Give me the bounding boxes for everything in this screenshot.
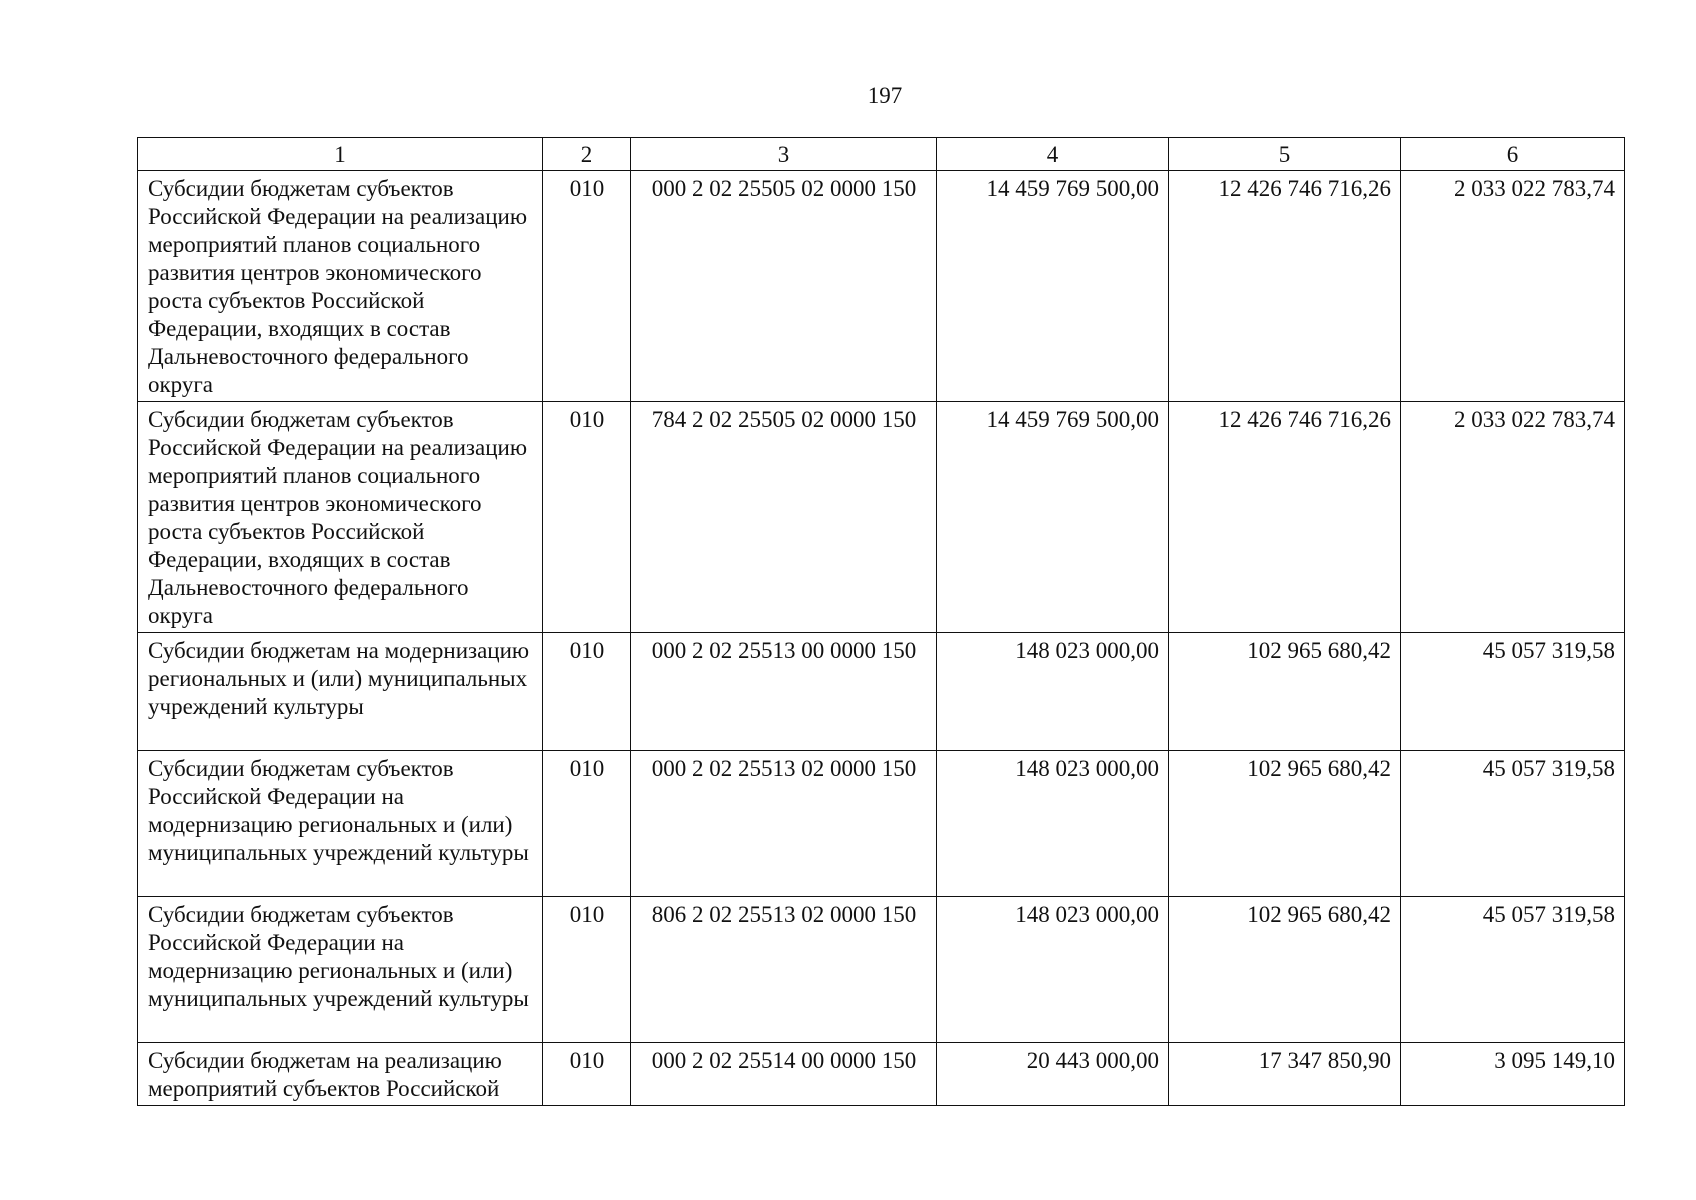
row-budget-code: 000 2 02 25514 00 0000 150	[631, 1043, 937, 1106]
row-col4-value: 148 023 000,00	[937, 897, 1169, 1043]
row-col6-value: 45 057 319,58	[1401, 897, 1625, 1043]
row-budget-code: 000 2 02 25513 00 0000 150	[631, 633, 937, 751]
table-row	[138, 171, 1625, 402]
row-col5-value: 102 965 680,42	[1169, 633, 1401, 751]
table-row	[138, 1043, 1625, 1106]
row-name: Субсидии бюджетам на модернизацию региональных и (или) муниципальных учреждений культуры	[138, 633, 543, 751]
table-header-row	[138, 138, 1625, 171]
table-row	[138, 402, 1625, 633]
row-budget-code: 806 2 02 25513 02 0000 150	[631, 897, 937, 1043]
budget-table	[137, 137, 1625, 1106]
row-col4-value: 14 459 769 500,00	[937, 402, 1169, 633]
row-budget-code: 000 2 02 25505 02 0000 150	[631, 171, 937, 402]
row-admin-code: 010	[543, 751, 631, 897]
row-budget-code: 784 2 02 25505 02 0000 150	[631, 402, 937, 633]
column-header: 4	[937, 138, 1169, 171]
row-name: Субсидии бюджетам субъектов Российской Федерации на реализацию мероприятий планов социального развития центров экономического роста субъектов Российской Федерации, входящих в состав Дальневосточного федерального округа	[138, 402, 543, 633]
row-admin-code: 010	[543, 897, 631, 1043]
row-admin-code: 010	[543, 633, 631, 751]
row-col6-value: 2 033 022 783,74	[1401, 171, 1625, 402]
row-name: Субсидии бюджетам субъектов Российской Федерации на модернизацию региональных и (или) муниципальных учреждений культуры	[138, 897, 543, 1043]
row-col4-value: 148 023 000,00	[937, 633, 1169, 751]
row-col6-value: 2 033 022 783,74	[1401, 402, 1625, 633]
column-header: 2	[543, 138, 631, 171]
column-header: 3	[631, 138, 937, 171]
column-header: 5	[1169, 138, 1401, 171]
row-col5-value: 12 426 746 716,26	[1169, 171, 1401, 402]
row-col6-value: 3 095 149,10	[1401, 1043, 1625, 1106]
row-col4-value: 14 459 769 500,00	[937, 171, 1169, 402]
row-admin-code: 010	[543, 171, 631, 402]
row-budget-code: 000 2 02 25513 02 0000 150	[631, 751, 937, 897]
row-admin-code: 010	[543, 402, 631, 633]
table-row	[138, 633, 1625, 751]
row-col5-value: 102 965 680,42	[1169, 751, 1401, 897]
row-name: Субсидии бюджетам субъектов Российской Федерации на реализацию мероприятий планов социального развития центров экономического роста субъектов Российской Федерации, входящих в состав Дальневосточного федерального округа	[138, 171, 543, 402]
row-col6-value: 45 057 319,58	[1401, 633, 1625, 751]
table-row	[138, 751, 1625, 897]
row-col5-value: 102 965 680,42	[1169, 897, 1401, 1043]
page-number: 197	[867, 83, 903, 108]
row-name: Субсидии бюджетам субъектов Российской Федерации на модернизацию региональных и (или) муниципальных учреждений культуры	[138, 751, 543, 897]
row-col6-value: 45 057 319,58	[1401, 751, 1625, 897]
row-col4-value: 20 443 000,00	[937, 1043, 1169, 1106]
column-header: 6	[1401, 138, 1625, 171]
table-row	[138, 897, 1625, 1043]
row-col5-value: 12 426 746 716,26	[1169, 402, 1401, 633]
row-col4-value: 148 023 000,00	[937, 751, 1169, 897]
column-header: 1	[138, 138, 543, 171]
row-col5-value: 17 347 850,90	[1169, 1043, 1401, 1106]
row-admin-code: 010	[543, 1043, 631, 1106]
row-name: Субсидии бюджетам на реализацию мероприятий субъектов Российской	[138, 1043, 543, 1106]
